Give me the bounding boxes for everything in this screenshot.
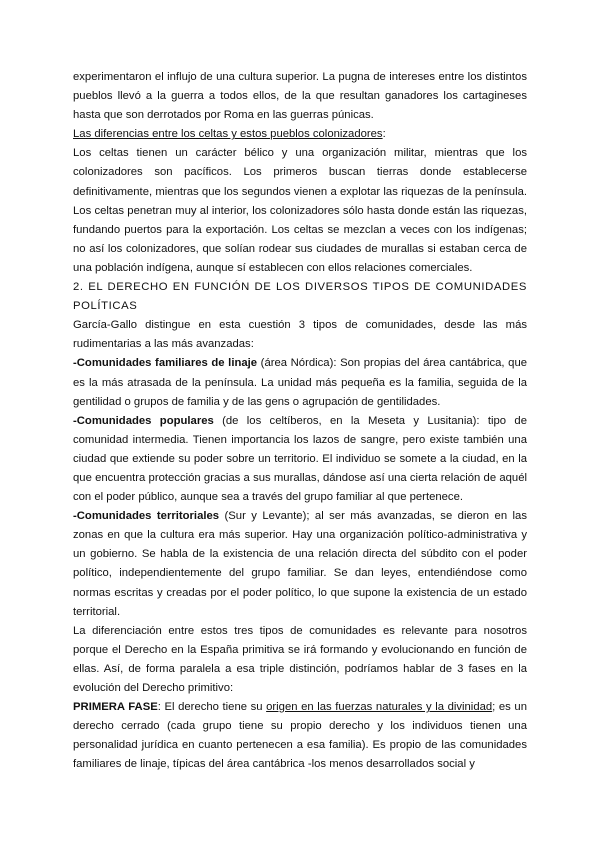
term-familiares: -Comunidades familiares de linaje bbox=[73, 357, 258, 370]
subheading-text: Las diferencias entre los celtas y estos pueblos colonizadores bbox=[73, 128, 383, 141]
text-populares: (de los celtíberos, en la Meseta y Lusitania): tipo de comunidad intermedia. Tienen importancia los lazos de sangre, pero existe también una ciudad que extiende su poder sobre un territorio. El individuo se somete a la ciudad, en la que encuentra protección gracias a sus murallas, dándose así una cierta relación de aquél con el poder público, aunque sea a través del grupo familiar al que pertenece. bbox=[73, 414, 527, 504]
text-territoriales: (Sur y Levante); al ser más avanzadas, se dieron en las zonas en que la cultura era más superior. Hay una organización político-administrativa y un gobierno. Se habla de la existencia de una relación directa del súbdito con el poder político, independientemente del grupo familiar. Se dan leyes, entendiéndose como normas escritas y creadas por el poder político, lo que supone la existencia de un estado territorial. bbox=[73, 510, 527, 618]
term-primera-fase: PRIMERA FASE bbox=[73, 701, 158, 714]
paragraph-primera-fase bbox=[73, 698, 527, 774]
text-primera-fase-a: : El derecho tiene su bbox=[157, 701, 267, 714]
paragraph-celts: Los celtas tienen un carácter bélico y una organización militar, mientras que los colonizadores son pacíficos. Los primeros buscan tierras donde establecerse definitivamente, mientras que los segundos vienen a explotar las riquezas de la península. Los celtas penetran muy al interior, los colonizadores sólo hasta donde están las riquezas, fundando puertos para la exportación. Los celtas se mezclan a veces con los indígenas; no así los colonizadores, que solían rodear sus ciudades de murallas si estaban cerca de una población indígena, aunque sí establecen con ellos relaciones comerciales. bbox=[73, 147, 527, 274]
term-populares: -Comunidades populares bbox=[73, 414, 214, 427]
subheading-colon: : bbox=[382, 128, 386, 141]
paragraph-garcia-gallo: García-Gallo distingue en esta cuestión 3 tipos de comunidades, desde las más rudimentarias a las más avanzadas: bbox=[73, 319, 527, 351]
paragraph-populares bbox=[73, 412, 527, 507]
text-familiares: (área Nórdica): Son propias del área cantábrica, que es la más atrasada de la península. La unidad más pequeña es la familia, seguida de la gentilidad o grupos de familia y de las gens o agrupación de gentilidades. bbox=[73, 357, 528, 408]
paragraph-familiares bbox=[73, 354, 527, 411]
paragraph-intro: experimentaron el influjo de una cultura superior. La pugna de intereses entre los distintos pueblos llevó a la guerra a todos ellos, de la que resultan ganadores los cartagineses hasta que son derrotados por Roma en las guerras púnicas. bbox=[73, 71, 527, 122]
section-heading: 2. EL DERECHO EN FUNCIÓN DE LOS DIVERSOS TIPOS DE COMUNIDADES POLÍTICAS bbox=[73, 281, 527, 313]
text-primera-fase-underline: origen en las fuerzas naturales y la divinidad bbox=[266, 701, 493, 714]
term-territoriales: -Comunidades territoriales bbox=[73, 510, 220, 523]
paragraph-diferenciacion: La diferenciación entre estos tres tipos de comunidades es relevante para nosotros porque el Derecho en la España primitiva se irá formando y evolucionando en función de ellas. Así, de forma paralela a esa triple distinción, podríamos hablar de 3 fases en la evolución del Derecho primitivo: bbox=[73, 624, 527, 694]
document-body bbox=[73, 68, 527, 774]
subheading-differences bbox=[73, 125, 527, 144]
paragraph-territoriales bbox=[73, 507, 527, 622]
text-primera-fase-b: ; es un derecho cerrado (cada grupo tiene su propio derecho y los individuos tienen una personalidad jurídica en cuanto pertenecen a esa familia). Es propio de las comunidades familiares de linaje, típicas del área cantábrica -los menos desarrollados social y bbox=[73, 701, 527, 771]
